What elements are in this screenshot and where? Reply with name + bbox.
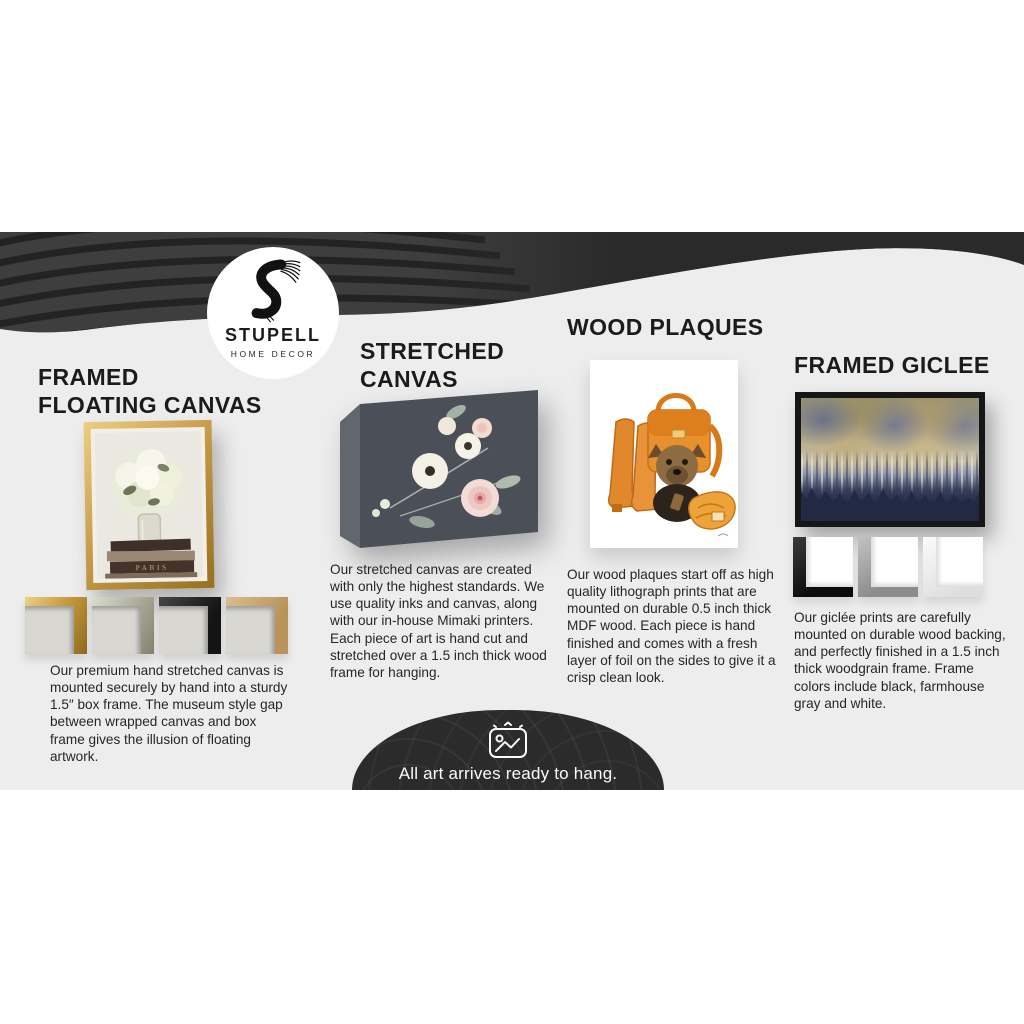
giclee-swatch-black bbox=[793, 537, 853, 597]
brand-name: STUPELL bbox=[224, 325, 321, 345]
floating-canvas-description: Our premium hand stretched canvas is mounted securely by hand into a sturdy 1.5″ box frame. The museum style gap between wrapped canvas and box frame gives the illusion of floating artwork. bbox=[50, 663, 288, 764]
title-wood-plaques: WOOD PLAQUES bbox=[567, 314, 764, 340]
floating-frame-gap bbox=[91, 427, 208, 583]
title-framed-giclee: FRAMED GICLEE bbox=[794, 352, 990, 378]
stretched-canvas-product-image bbox=[330, 386, 544, 558]
stupell-s-swoosh-icon bbox=[242, 257, 304, 323]
dog-and-handbag-artwork bbox=[590, 360, 738, 548]
floating-canvas-product-image bbox=[84, 420, 215, 590]
frame-swatch-gold bbox=[25, 597, 87, 654]
framed-picture-icon bbox=[485, 721, 531, 761]
frame-swatch-silver bbox=[92, 597, 154, 654]
framed-giclee-product-image bbox=[795, 392, 985, 527]
orange-scarf bbox=[689, 492, 735, 529]
wood-plaque-product-image bbox=[590, 360, 738, 548]
hydrangea-paris-artwork bbox=[95, 431, 204, 579]
giclee-frame-color-swatches bbox=[793, 537, 983, 597]
ready-to-hang-message: All art arrives ready to hang. bbox=[398, 764, 618, 783]
title-stretched-canvas: STRETCHED CANVAS bbox=[360, 338, 505, 392]
frame-swatch-tan bbox=[226, 597, 288, 654]
brand-tagline: HOME DECOR bbox=[230, 349, 316, 359]
giclee-swatch-white bbox=[923, 537, 983, 597]
wood-plaques-description: Our wood plaques start off as high quality lithograph prints that are mounted on durable 0.5 inch thick MDF wood. Each piece is hand finished and comes with a fresh layer of foil on the sides to give it a crisp clean look. bbox=[567, 567, 776, 685]
title-framed-floating-canvas: FRAMED FLOATING CANVAS bbox=[38, 364, 262, 418]
brand-logo-badge bbox=[207, 247, 339, 379]
frame-swatch-black bbox=[159, 597, 221, 654]
canvas-side-edge bbox=[340, 404, 360, 548]
stretched-canvas-description: Our stretched canvas are created with only the highest standards. We use quality inks and canvas, along with our in-house Mimaki printers. Each piece of art is hand cut and stretched over a 1.5 inch thick wood frame for hanging. bbox=[330, 562, 547, 680]
framed-giclee-description: Our giclée prints are carefully mounted on durable wood backing, and perfectly finished in a 1.5 inch thick woodgrain frame. Frame colors include black, farmhouse gray and white. bbox=[794, 610, 1006, 711]
giclee-swatch-gray bbox=[858, 537, 918, 597]
abstract-giclee-artwork bbox=[801, 398, 979, 521]
glass-vase bbox=[138, 514, 161, 544]
top-wave-band bbox=[0, 232, 1024, 352]
roses-canvas-artwork bbox=[330, 386, 544, 558]
book-spine-label: PARIS bbox=[135, 562, 169, 573]
book-stack bbox=[105, 538, 198, 578]
floating-frame-color-swatches bbox=[25, 597, 288, 654]
